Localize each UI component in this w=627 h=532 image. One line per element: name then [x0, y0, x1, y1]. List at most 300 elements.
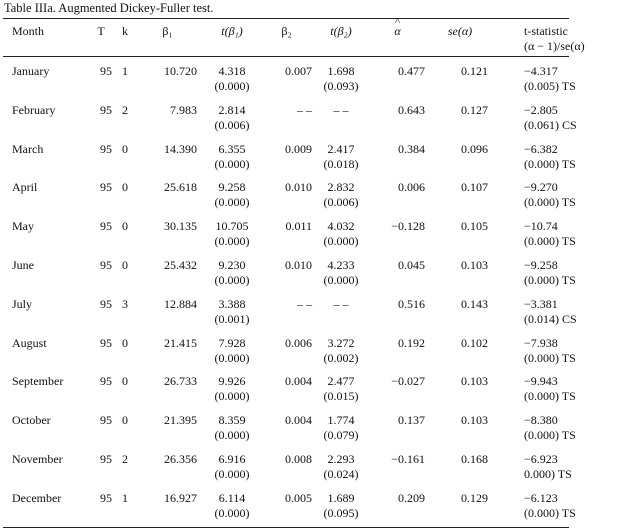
- cell-beta2-value: 0.009: [285, 141, 312, 156]
- table-row: [3, 291, 627, 330]
- adf-test-table: [3, 21, 627, 524]
- cell-t-beta2-value: 4.032: [327, 219, 355, 234]
- cell-beta2-value: – –: [297, 102, 312, 117]
- table-row: [3, 58, 627, 97]
- cell-t-beta2-value: 2.477: [327, 374, 355, 389]
- cell-k-value: 2: [122, 451, 128, 466]
- cell-beta1-value: 16.927: [164, 490, 197, 505]
- table-row: [3, 136, 627, 175]
- cell-t-beta2-value: 2.832: [327, 180, 355, 195]
- cell-k-value: 1: [122, 64, 128, 78]
- cell-beta1: [138, 446, 203, 485]
- cell-t-beta2: [312, 136, 370, 175]
- cell-t-beta2-value: 4.233: [327, 257, 355, 272]
- cell-t-beta1: [203, 368, 261, 407]
- cell-k-value: 0: [122, 180, 128, 195]
- cell-k: [112, 97, 138, 136]
- table-row: [3, 97, 627, 136]
- cell-t-statistic-value: −6.123: [524, 490, 558, 505]
- cell-t-statistic: [498, 136, 627, 175]
- cell-beta1: [138, 252, 203, 291]
- cell-t-beta1-value: 9.230: [218, 257, 246, 272]
- cell-alpha: [370, 407, 432, 446]
- cell-month-value: September: [12, 374, 64, 389]
- cell-t-statistic-value: −6.382: [524, 141, 558, 156]
- cell-t-beta2: [312, 213, 370, 252]
- cell-se-alpha-value: 0.103: [461, 257, 488, 272]
- cell-beta1-value: 12.884: [164, 296, 197, 311]
- cell-beta1-value: 30.135: [164, 219, 197, 234]
- cell-month-value: June: [12, 257, 34, 272]
- cell-t-beta1-value: 2.814: [218, 102, 246, 117]
- cell-T: [90, 446, 112, 485]
- cell-k: [112, 407, 138, 446]
- cell-t-beta2: [312, 485, 370, 524]
- cell-t-beta1-value: 6.355: [218, 141, 246, 156]
- cell-beta2: [261, 213, 312, 252]
- cell-t-statistic-value: −6.923: [524, 451, 558, 466]
- cell-beta2: [261, 446, 312, 485]
- table-row: [3, 446, 627, 485]
- cell-t-statistic-value: 0.000) TS: [524, 466, 572, 481]
- cell-month-value: May: [12, 219, 34, 234]
- table-row: [3, 368, 627, 407]
- cell-se-alpha-value: 0.103: [461, 374, 488, 389]
- cell-month-value: January: [12, 64, 50, 78]
- cell-k-value: 2: [122, 102, 128, 117]
- cell-alpha-value: 0.384: [398, 141, 425, 156]
- cell-k: [112, 330, 138, 369]
- cell-T-value: 95: [100, 451, 112, 466]
- cell-T: [90, 136, 112, 175]
- header-t-beta1: [203, 21, 261, 58]
- cell-t-statistic-value: (0.000) TS: [524, 156, 576, 171]
- cell-beta1-value: 26.356: [164, 451, 197, 466]
- cell-alpha: [370, 213, 432, 252]
- header-beta1: [138, 21, 203, 58]
- cell-month-value: February: [12, 102, 56, 117]
- cell-T-value: 95: [100, 141, 112, 156]
- cell-t-beta2-value: – –: [333, 102, 349, 117]
- cell-t-beta1: [203, 136, 261, 175]
- cell-t-beta1: [203, 213, 261, 252]
- cell-t-statistic-value: (0.000) TS: [524, 234, 576, 249]
- table-caption: Table IIIa. Augmented Dickey-Fuller test.: [4, 1, 214, 15]
- cell-t-beta2-value: – –: [333, 296, 349, 311]
- cell-t-statistic: [498, 213, 627, 252]
- bottom-rule: [3, 527, 569, 528]
- header-t-beta2-label: t(β₂): [330, 24, 352, 38]
- table-row: [3, 213, 627, 252]
- cell-beta1-value: 21.395: [164, 413, 197, 428]
- cell-t-beta2-value: 3.272: [327, 335, 355, 350]
- cell-k: [112, 291, 138, 330]
- cell-t-beta1-value: (0.000): [214, 272, 250, 287]
- cell-T-value: 95: [100, 102, 112, 117]
- cell-month: [3, 407, 90, 446]
- cell-t-statistic: [498, 485, 627, 524]
- cell-t-beta1: [203, 407, 261, 446]
- cell-t-statistic-value: (0.061) CS: [524, 117, 577, 132]
- cell-month-value: April: [12, 180, 38, 195]
- cell-se-alpha-value: 0.103: [461, 413, 488, 428]
- cell-T-value: 95: [100, 296, 112, 311]
- cell-se-alpha-value: 0.143: [461, 296, 488, 311]
- cell-beta2-value: 0.011: [285, 219, 312, 234]
- cell-se-alpha-value: 0.105: [461, 219, 488, 234]
- cell-beta2-value: 0.004: [285, 374, 312, 389]
- cell-beta2: [261, 97, 312, 136]
- cell-beta2: [261, 174, 312, 213]
- cell-alpha-value: −0.161: [391, 451, 425, 466]
- table-row: [3, 330, 627, 369]
- cell-beta2-value: 0.010: [285, 180, 312, 195]
- cell-se-alpha: [432, 136, 498, 175]
- cell-t-beta1-value: (0.006): [214, 117, 250, 132]
- cell-beta1-value: 7.983: [170, 102, 197, 117]
- cell-k: [112, 213, 138, 252]
- cell-month-value: December: [12, 490, 62, 505]
- cell-t-statistic-value: (0.000) TS: [524, 350, 576, 365]
- cell-t-statistic-value: −10.74: [524, 219, 558, 234]
- cell-alpha: [370, 252, 432, 291]
- header-beta2: [261, 21, 312, 58]
- cell-t-beta1-value: 7.928: [218, 335, 246, 350]
- cell-alpha-value: −0.027: [391, 374, 425, 389]
- cell-t-beta2-value: 1.774: [327, 413, 355, 428]
- cell-t-beta1-value: (0.000): [214, 195, 250, 210]
- cell-month: [3, 174, 90, 213]
- cell-alpha: [370, 58, 432, 97]
- header-se-alpha: [432, 21, 498, 58]
- cell-month-value: August: [12, 335, 47, 350]
- table-row: [3, 407, 627, 446]
- header-T: T: [97, 24, 105, 38]
- header-t-beta2: [312, 21, 370, 58]
- cell-beta1: [138, 213, 203, 252]
- cell-se-alpha: [432, 58, 498, 97]
- cell-t-beta1-value: (0.000): [214, 505, 250, 520]
- cell-k: [112, 174, 138, 213]
- cell-k-value: 0: [122, 257, 128, 272]
- cell-t-beta2: [312, 407, 370, 446]
- cell-t-beta1: [203, 446, 261, 485]
- cell-t-statistic-value: (0.000) TS: [524, 195, 576, 210]
- cell-t-beta1-value: 9.258: [218, 180, 246, 195]
- cell-t-beta1-value: (0.000): [214, 350, 250, 365]
- cell-t-statistic-value: −9.943: [524, 374, 558, 389]
- cell-beta1: [138, 97, 203, 136]
- cell-t-beta2-value: (0.018): [323, 156, 359, 171]
- cell-alpha-value: 0.643: [398, 102, 425, 117]
- table-row: [3, 485, 627, 524]
- header-se-alpha-label: se(α): [447, 24, 473, 38]
- cell-t-beta1-value: (0.000): [214, 389, 250, 404]
- cell-t-statistic-value: (0.000) TS: [524, 428, 576, 443]
- cell-t-statistic-value: −9.258: [524, 257, 558, 272]
- cell-t-beta2: [312, 446, 370, 485]
- cell-t-beta2: [312, 368, 370, 407]
- cell-k-value: 0: [122, 413, 128, 428]
- cell-k-value: 0: [122, 374, 128, 389]
- cell-t-statistic: [498, 446, 627, 485]
- cell-t-statistic: [498, 291, 627, 330]
- cell-month-value: November: [12, 451, 63, 466]
- cell-beta1: [138, 174, 203, 213]
- cell-t-beta1-value: (0.000): [214, 428, 250, 443]
- cell-t-statistic-value: −2.805: [524, 102, 558, 117]
- cell-t-statistic: [498, 97, 627, 136]
- cell-t-statistic-value: −4.317: [524, 64, 558, 78]
- cell-alpha-value: 0.477: [398, 64, 425, 78]
- cell-t-beta1: [203, 485, 261, 524]
- cell-T: [90, 252, 112, 291]
- cell-t-beta1: [203, 252, 261, 291]
- cell-k-value: 0: [122, 141, 128, 156]
- cell-t-beta2-value: (0.000): [323, 272, 359, 287]
- cell-se-alpha: [432, 291, 498, 330]
- cell-se-alpha-value: 0.107: [461, 180, 488, 195]
- cell-t-beta1-value: (0.000): [214, 234, 250, 249]
- cell-alpha: [370, 446, 432, 485]
- cell-month: [3, 330, 90, 369]
- cell-t-statistic: [498, 58, 627, 97]
- cell-T: [90, 58, 112, 97]
- header-t-statistic-line1: t-statistic: [524, 24, 568, 38]
- cell-t-statistic: [498, 407, 627, 446]
- cell-alpha: [370, 485, 432, 524]
- cell-t-statistic-value: −7.938: [524, 335, 558, 350]
- cell-t-beta2: [312, 174, 370, 213]
- header-t-statistic: [498, 21, 627, 58]
- cell-beta2-value: 0.007: [285, 64, 312, 78]
- cell-beta2-value: 0.008: [285, 451, 312, 466]
- cell-t-beta2-value: (0.079): [323, 428, 359, 443]
- cell-t-beta1-value: 6.916: [218, 451, 246, 466]
- cell-alpha-value: 0.516: [398, 296, 425, 311]
- cell-beta2-value: 0.004: [285, 413, 312, 428]
- cell-beta1-value: 21.415: [164, 335, 197, 350]
- cell-alpha-value: 0.006: [398, 180, 425, 195]
- cell-t-statistic-value: −3.381: [524, 296, 558, 311]
- header-t-beta1-label: t(β₁): [221, 24, 243, 38]
- cell-t-beta2-value: (0.024): [323, 466, 359, 481]
- cell-k: [112, 58, 138, 97]
- cell-t-beta1-value: 3.388: [218, 296, 246, 311]
- cell-t-beta2-value: (0.006): [323, 195, 359, 210]
- cell-t-beta2: [312, 291, 370, 330]
- cell-alpha-value: −0.128: [391, 219, 425, 234]
- cell-se-alpha-value: 0.096: [461, 141, 488, 156]
- cell-beta2: [261, 368, 312, 407]
- header-t-statistic-line2: (α − 1)/se(α): [524, 39, 585, 53]
- cell-beta2-value: – –: [297, 296, 312, 311]
- cell-beta2: [261, 330, 312, 369]
- cell-beta1-value: 26.733: [164, 374, 197, 389]
- cell-se-alpha-value: 0.127: [461, 102, 488, 117]
- cell-month-value: July: [12, 296, 33, 311]
- cell-alpha-value: 0.209: [398, 490, 425, 505]
- cell-alpha-value: 0.045: [398, 257, 425, 272]
- cell-se-alpha-value: 0.121: [461, 64, 488, 78]
- cell-k-value: 1: [122, 490, 128, 505]
- cell-T: [90, 330, 112, 369]
- cell-beta2: [261, 252, 312, 291]
- cell-se-alpha-value: 0.168: [461, 451, 488, 466]
- table-body: [3, 58, 627, 524]
- cell-t-statistic: [498, 252, 627, 291]
- cell-t-beta2-value: (0.093): [323, 79, 359, 93]
- cell-t-beta1-value: 8.359: [218, 413, 246, 428]
- cell-t-beta1-value: (0.000): [214, 79, 250, 93]
- cell-t-beta1: [203, 291, 261, 330]
- cell-t-beta2-value: (0.015): [323, 389, 359, 404]
- cell-t-beta1: [203, 330, 261, 369]
- cell-T: [90, 485, 112, 524]
- header-beta2-label: β₂: [281, 24, 292, 38]
- cell-se-alpha: [432, 213, 498, 252]
- cell-t-beta2: [312, 97, 370, 136]
- cell-t-beta2-value: 2.417: [327, 141, 355, 156]
- cell-se-alpha: [432, 330, 498, 369]
- cell-month: [3, 97, 90, 136]
- cell-month: [3, 446, 90, 485]
- cell-t-beta1-value: (0.000): [214, 466, 250, 481]
- cell-beta1: [138, 58, 203, 97]
- cell-beta2: [261, 136, 312, 175]
- cell-beta1: [138, 407, 203, 446]
- header-alpha-label: ^ α: [394, 24, 400, 39]
- cell-se-alpha: [432, 485, 498, 524]
- cell-T-value: 95: [100, 490, 112, 505]
- cell-se-alpha-value: 0.129: [461, 490, 488, 505]
- cell-T-value: 95: [100, 257, 112, 272]
- table-row: [3, 252, 627, 291]
- cell-t-statistic-value: (0.000) TS: [524, 389, 576, 404]
- cell-T-value: 95: [100, 219, 112, 234]
- cell-beta2: [261, 407, 312, 446]
- cell-alpha: [370, 136, 432, 175]
- cell-beta1-value: 25.432: [164, 257, 197, 272]
- cell-t-statistic-value: −8.380: [524, 413, 558, 428]
- cell-t-statistic-value: (0.014) CS: [524, 311, 577, 326]
- cell-alpha-value: 0.137: [398, 413, 425, 428]
- cell-se-alpha: [432, 97, 498, 136]
- table-header-row: [3, 21, 627, 58]
- cell-alpha: [370, 97, 432, 136]
- cell-beta2: [261, 291, 312, 330]
- cell-month: [3, 485, 90, 524]
- cell-beta1-value: 10.720: [164, 64, 197, 78]
- cell-t-beta1-value: 6.114: [218, 490, 246, 505]
- cell-t-statistic-value: (0.005) TS: [524, 79, 576, 93]
- cell-beta2-value: 0.006: [285, 335, 312, 350]
- cell-se-alpha: [432, 368, 498, 407]
- cell-se-alpha-value: 0.102: [461, 335, 488, 350]
- cell-t-beta1: [203, 58, 261, 97]
- cell-T-value: 95: [100, 413, 112, 428]
- cell-t-statistic: [498, 368, 627, 407]
- cell-month: [3, 291, 90, 330]
- cell-beta1: [138, 330, 203, 369]
- cell-se-alpha: [432, 174, 498, 213]
- cell-se-alpha: [432, 407, 498, 446]
- cell-beta1: [138, 291, 203, 330]
- cell-alpha: [370, 368, 432, 407]
- top-rule: [3, 18, 569, 19]
- cell-T-value: 95: [100, 335, 112, 350]
- cell-beta2: [261, 485, 312, 524]
- cell-T-value: 95: [100, 180, 112, 195]
- cell-t-beta2-value: (0.002): [323, 350, 359, 365]
- cell-k-value: 0: [122, 219, 128, 234]
- cell-month-value: March: [12, 141, 44, 156]
- header-month: Month: [12, 24, 45, 38]
- cell-k: [112, 252, 138, 291]
- cell-T-value: 95: [100, 374, 112, 389]
- cell-alpha: [370, 291, 432, 330]
- cell-t-beta2: [312, 252, 370, 291]
- cell-t-beta2-value: (0.000): [323, 234, 359, 249]
- cell-T-value: 95: [100, 64, 112, 78]
- cell-t-beta1-value: 4.318: [218, 64, 246, 78]
- cell-t-statistic-value: −9.270: [524, 180, 558, 195]
- cell-T: [90, 291, 112, 330]
- cell-alpha-value: 0.192: [398, 335, 425, 350]
- cell-t-beta1-value: (0.000): [214, 156, 250, 171]
- cell-t-statistic: [498, 174, 627, 213]
- cell-beta1-value: 25.618: [164, 180, 197, 195]
- cell-beta1-value: 14.390: [164, 141, 197, 156]
- cell-beta1: [138, 368, 203, 407]
- cell-k-value: 3: [122, 296, 128, 311]
- cell-se-alpha: [432, 446, 498, 485]
- cell-k: [112, 368, 138, 407]
- cell-t-beta2: [312, 58, 370, 97]
- cell-month: [3, 213, 90, 252]
- cell-k: [112, 485, 138, 524]
- cell-t-statistic-value: (0.000) TS: [524, 272, 576, 287]
- cell-k: [112, 446, 138, 485]
- cell-t-statistic: [498, 330, 627, 369]
- cell-t-beta1: [203, 97, 261, 136]
- cell-beta2: [261, 58, 312, 97]
- cell-k: [112, 136, 138, 175]
- cell-T: [90, 213, 112, 252]
- header-alpha: [370, 21, 432, 58]
- cell-t-beta2: [312, 330, 370, 369]
- cell-month: [3, 252, 90, 291]
- cell-t-beta1-value: (0.001): [214, 311, 250, 326]
- cell-t-beta2-value: 1.698: [327, 64, 355, 78]
- cell-beta1: [138, 485, 203, 524]
- cell-se-alpha: [432, 252, 498, 291]
- header-beta1-label: β₁: [162, 24, 173, 38]
- cell-month: [3, 368, 90, 407]
- cell-T: [90, 368, 112, 407]
- cell-month: [3, 136, 90, 175]
- header-k: k: [122, 24, 128, 38]
- cell-t-beta1-value: 10.705: [215, 219, 249, 234]
- cell-t-statistic-value: (0.000) TS: [524, 505, 576, 520]
- cell-month: [3, 58, 90, 97]
- cell-t-beta2-value: 1.689: [327, 490, 355, 505]
- cell-T: [90, 97, 112, 136]
- cell-alpha: [370, 174, 432, 213]
- cell-alpha: [370, 330, 432, 369]
- cell-beta2-value: 0.005: [285, 490, 312, 505]
- cell-T: [90, 174, 112, 213]
